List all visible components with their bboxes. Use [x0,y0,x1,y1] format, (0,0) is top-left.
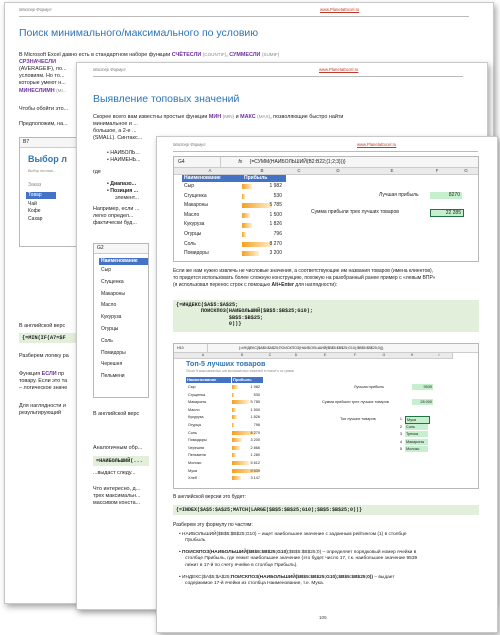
bullet-dot-icon: • [179,532,183,537]
top-name[interactable]: Молоко [405,446,428,452]
top-rank: 2 [399,424,402,429]
table-row-value: 5 785 [269,202,282,209]
table-row-name: Сыр [184,183,194,189]
sumif-function: СУММЕСЛИ [229,52,261,58]
table-row-value: 5 785 [250,400,260,405]
page-1-header-link[interactable]: www.PlanetaExcel.ru [320,7,360,12]
page-1-sheet-label: Заказ [28,182,42,188]
page-1-sheet-subtitle: Выбор постав... [28,169,56,173]
table-row-value: 3 200 [250,438,260,443]
table-row-value: 1 500 [250,407,260,412]
top5-title: Топ-5 лучших товаров [186,359,266,368]
page-1-paragraph-eng: В английской верс [19,323,66,329]
page-2-bullets [107,150,140,164]
page-3-bullet-3 [179,575,489,588]
countif-en: (COUNTIF) [202,52,227,57]
list-item: Сахар [28,215,43,222]
page-3-col-profit-header: Прибыль [242,175,286,182]
table-row-name: Хлеб [188,476,197,481]
page-1-paragraph-5 [19,371,67,392]
bullet-dot-icon: • [179,575,183,580]
page-1-para1-line3: условиям. Но то... [19,73,65,80]
table-row-name: Черешня [188,445,205,450]
page-3-paragraph-eng: В английской версии это будет: [173,494,246,500]
page-3-header-link[interactable]: www.PlanetaExcel.ru [357,142,397,147]
page-3-bullet-2 [179,550,489,569]
page-3-header-left: Мастер Формул [173,142,206,147]
page-3-formula-block-1: {=ИНДЕКС($A$5:$A$25; ПОИСКПОЗ(НАИБОЛЬШИЙ($B$5:$B$25;G10); $B$5:$B$25; 0))} [173,300,479,332]
table-row-name: Мука [188,468,197,473]
column-header[interactable]: G [452,168,479,175]
sheet2-best-label: Лучшая прибыль [354,385,385,389]
column-header[interactable]: B [226,353,259,359]
table-row-value: 3 147 [250,476,260,481]
column-header[interactable]: D [314,168,363,175]
table-row-value: 2 866 [250,445,260,450]
page-3-sheet-col-headers [174,168,479,174]
averageif-function: СРЗНАЧЕСЛИ [19,59,56,66]
page-3-paragraph-parse: Разберем эту формулу по частям: [173,522,253,528]
table-row: Соль [101,337,113,344]
page-2-p2b: легко определ... [93,213,134,220]
top-name[interactable]: Мука [405,416,430,424]
table-row-name: Огурцы [184,231,202,237]
page-1-cell-ref: B7 [23,139,30,145]
column-header[interactable]: I [426,353,453,359]
table-row-name: Соль [188,430,197,435]
page-2-p2c: фактически буд... [93,220,137,227]
page-2-paragraph-2 [93,206,139,227]
table-row-value: 530 [273,192,282,199]
top-name[interactable]: Макароны [405,439,428,445]
sheet2-best-value[interactable]: 9539 [412,384,433,390]
page-3-formula-text[interactable]: {=СУММ(НАИБОЛЬШИЙ(B2:B22;{1;2;3}))} [249,159,346,165]
table-row: Пельмени [101,373,125,380]
table-row-name: Молоко [188,461,202,465]
top-name[interactable]: Соль [405,424,428,430]
column-header[interactable]: G [370,353,399,359]
bullet-1-a: НАИБОЛЬШИЙ($B$5:$B$25;G10) [182,532,257,537]
bullet-1-c: Прибыль. [185,538,207,544]
sheet2-sum-value[interactable]: 28 000 [412,399,433,405]
page-2-p1-line2: минимальное и ... [93,121,138,128]
page-1-sheet-col: Товар [26,192,56,199]
bullet-dot-icon: • [179,550,183,555]
column-header[interactable]: B [240,168,285,175]
table-row-value: 1 826 [269,221,282,228]
table-row-value: 1 982 [250,385,260,389]
page-3-header-rule [173,151,478,152]
page-2-p1-line3: большое, а 2-е ... [93,128,137,135]
page-3-formula-bar-2 [174,344,478,353]
page-1-header-rule [19,16,469,17]
bullet-3-a: ИНДЕКС($A$5:$A$25; [182,575,231,580]
page-2-sheet-header: Наименование [99,258,149,265]
table-row-name: Помидоры [188,438,207,443]
table-row-name: Соль [184,240,196,247]
page-2-title: Выявление топовых значений [93,93,240,105]
table-row: Огурцы [101,326,119,332]
sumif-en: (SUMIF) [261,52,280,57]
column-header[interactable]: E [362,168,423,175]
page-number: 105 [319,615,327,620]
page-1-para1-line4: которые умеют н... [19,80,66,87]
list-item: Кофе [28,208,41,215]
fx-icon: fx [238,159,243,165]
table-row-value: 530 [253,392,260,397]
page-3-sheet-2-col-headers [174,353,479,358]
page-1-paragraph-1: В Microsoft Excel давно есть в стандартном наборе функции СЧЁТЕСЛИ (COUNTIF), СУММЕСЛИ (SUMIF) СРЗНАЧЕСЛИ (AVERAGEIF), по... условиям. Но то... которые умеют н... МИНЕСЛИМН (MI... [19,52,280,95]
bullet-2-c: столбце Прибыль, где лежит наибольшее значение (это будет число 17, т.к. наибольшее значение 9539 [185,556,418,562]
bullet-item: • НАИМЕНЬ... [107,156,141,163]
page-2-where: где [93,169,101,175]
page-1-para6b: результирующий [19,410,62,417]
page-1-para1-line2: (AVERAGEIF), по... [19,66,67,73]
page-1-title: Поиск минимального/максимального по условию [19,27,259,39]
page-3-formula-bar [174,157,478,168]
bullet-3-b: ПОИСКПОЗ(НАИБОЛЬШИЙ($B$5:$B$25;G10);$B$5:$B$25;0)) [230,575,374,580]
table-row: Кукуруза [101,314,122,321]
table-row-value: 5 612 [250,461,260,465]
top3-sum-label: Сумма прибыли трех лучших товаров [311,209,399,215]
countif-function: СЧЁТЕСЛИ [171,52,202,58]
page-3-formula-block-2: {=INDEX($A$5:$A$25;MATCH(LARGE($B$5:$B$25;G10);$B$5:$B$25;0))} [173,505,479,515]
page-3-spreadsheet-2 [173,343,479,489]
table-row-value: 796 [273,231,282,237]
page-1-paragraph-3: Предположим, на... [19,121,68,127]
page-1-formula-code: {=MIN(IF(A7=$F [19,333,129,343]
page-3-p2: то придется использовать более сложную конструкцию, похожую на разобранный ранее пример с «левым ВПР» [173,275,436,282]
page-3-name-box-2[interactable]: H10 [174,344,208,352]
top5-subtitle: Поиск N максимальных или минимальных значений в списке и их суммы [186,369,295,373]
bullet-item: • Позиция ... [107,187,139,194]
page-1-para5-a: Функция [19,371,42,377]
page-2-header-link[interactable]: www.PlanetaExcel.ru [319,67,359,72]
table-row-value: 9 539 [250,468,260,473]
bullet-3-c: – выдает [373,575,395,580]
top-rank: 5 [399,447,402,452]
page-2-p1-b: , позволяющие быстро найти [270,114,344,120]
table-row-name: Сгущенка [184,192,207,199]
list-item: Чай [28,201,37,207]
page-1-para5-b: пр [56,371,65,377]
page-1-sheet-title: Выбор л [28,154,67,164]
page-1-paragraph-4: Разберем логику ра [19,353,69,359]
page-2-p1-a: Скорее всего вам известны простые функции [93,114,209,120]
sheet2-col-name-header: Наименование [186,377,231,383]
sheet2-col-profit-header: Прибыль [232,377,263,383]
page-2-header-left: Мастер Формул [93,67,126,72]
min-en: (MIN) [222,114,235,119]
page-3-col-name-header: Наименование [182,175,242,182]
page-3-spreadsheet-1 [173,156,479,262]
page-3-bullet-1 [179,532,489,545]
page-3-name-box[interactable]: G4 [174,157,221,167]
sheet2-top-label: Топ лучших товаров [340,417,376,421]
bullet-2-b: ;$B$5:$B$25;0) – определяет порядковый номер ячейки в [287,550,417,555]
page-2-header-rule [93,76,463,77]
table-row-value: 1 982 [269,183,282,189]
page-3-p1: Если же нам нужно извлечь не числовые значения, а соответствующие им названия товаров (имена клиентов), [173,268,434,274]
table-row-name: Сгущенка [188,392,206,397]
page-2-formula-bar [94,244,148,254]
page-1-header-left: Мастер Формул [19,7,52,12]
table-row: Черешня [101,361,123,368]
table-row-value: 1 500 [269,211,282,218]
table-row-value: 3 200 [269,250,282,257]
page-2-paragraph-eng: В английской верс [93,411,140,417]
table-row-name: Макароны [184,202,208,209]
table-row-name: Пельмени [188,453,206,458]
column-header[interactable]: H [398,353,427,359]
minifs-en: (MI... [56,88,67,94]
page-2-cell-ref: G2 [97,245,104,251]
bullet-2-d: лежит в 17-й по счету ячейке в столбце Прибыль). [185,562,298,568]
page-2-p1-and: и [234,114,241,120]
column-header[interactable]: F [422,168,453,175]
page-2-p1-line4: (SMALL). Синтакс... [93,135,143,142]
page-2-p4b: трех максимальн... [93,493,141,500]
table-row: Сыр [101,267,111,273]
table-row-value: 1 280 [250,453,260,458]
sheet2-sum-label: Сумма прибыли трех лучших товаров [322,400,389,404]
table-row-value: 8 270 [269,240,282,247]
minifs-function: МИНЕСЛИМН [19,88,55,95]
bullet-1-b: – ищет наибольшее значение с заданным рейтингом (1) в столбце [256,532,407,537]
column-header[interactable]: A [180,168,241,175]
page-3-p3-b: для наглядности): [293,282,338,289]
table-row-value: 8 270 [250,430,260,435]
max-en: (MAX) [257,114,271,119]
table-row: Масло [101,302,117,309]
top-rank: 1 [399,417,402,421]
column-header[interactable]: C [284,168,315,175]
best-profit-value[interactable]: 8270 [430,192,462,199]
page-2-p4c: массивом конста... [93,500,141,507]
table-row-name: Масло [188,407,200,412]
max-function: МАКС [240,114,256,120]
column-header[interactable]: A [180,353,227,359]
table-row-value: 1 826 [250,415,260,420]
page-2-bullets-2 [107,181,139,201]
page-3-paragraph-1 [173,268,493,289]
table-row-name: Кукуруза [188,415,204,420]
page-1-para6: Для наглядности и [19,403,66,409]
page-2-spreadsheet [93,243,149,398]
page-1-para5-c: товару. Если это та [19,378,68,385]
page-2-p4: Что интересно, д... [93,486,141,492]
bullet-2-a: ПОИСКПОЗ(НАИБОЛЬШИЙ($B$5:$B$25;G10) [182,550,288,555]
if-function: ЕСЛИ [41,371,57,377]
table-row: Сгущенка [101,278,124,285]
page-1-paragraph-2: Чтобы обойти это... [19,106,69,112]
page-1-paragraph-6 [19,403,66,417]
top-rank: 4 [399,439,402,444]
table-row-value: 796 [253,423,260,427]
table-row-name: Помидоры [184,250,209,257]
top3-sum-value[interactable]: 22 285 [430,209,464,217]
page-3-p3-a: (я использовал перенос строк с помощью [173,282,272,289]
page-2-formula-inline: =НАИБОЛЬШИЙ(... [93,456,149,466]
page-2-p2: Например, если ... [93,206,140,212]
bullet-3-d: содержимое 17-й ячейки из столбца Наименование, т.е. Мука. [185,581,325,587]
page-2-paragraph-3: ...выдаст следу... [93,470,136,476]
best-profit-label: Лучшая прибыль [379,192,419,198]
table-row-name: Сыр [188,385,196,389]
bullet-item: • НАИБОЛЬ... [107,150,140,156]
column-header[interactable]: D [282,353,311,359]
page-1-para5-d: – логическое значе [19,385,68,392]
page-2-paragraph-anal: Аналогичным обр... [93,445,143,451]
column-header[interactable]: E [310,353,341,359]
page-3-formula-text-2[interactable]: {=ИНДЕКС($A$5:$A$25;ПОИСКПОЗ(НАИБОЛЬШИЙ($B$5:$B$25;G10);$B$5:$B$25;0))} [239,346,384,350]
top-name[interactable]: Треска [405,431,428,437]
bullet-item: элемент... [115,194,139,201]
table-row-name: Макароны [188,400,207,405]
bullet-item: • Диапазо... [107,181,137,187]
table-row-name: Кукуруза [184,221,205,228]
page-2-paragraph-4 [93,486,141,507]
table-row-name: Масло [184,211,200,218]
table-row-name: Огурцы [188,423,202,427]
top-rank: 3 [399,432,402,437]
min-function: МИН [208,114,222,120]
table-row: Помидоры [101,349,126,356]
alt-enter-key: Alt+Enter [271,282,294,289]
table-row: Макароны [101,290,125,297]
page-3 [156,136,498,633]
page-1-para1-text: В Microsoft Excel давно есть в стандартном наборе функции [19,52,172,58]
column-header[interactable]: C [258,353,283,359]
column-header[interactable]: F [340,353,371,359]
